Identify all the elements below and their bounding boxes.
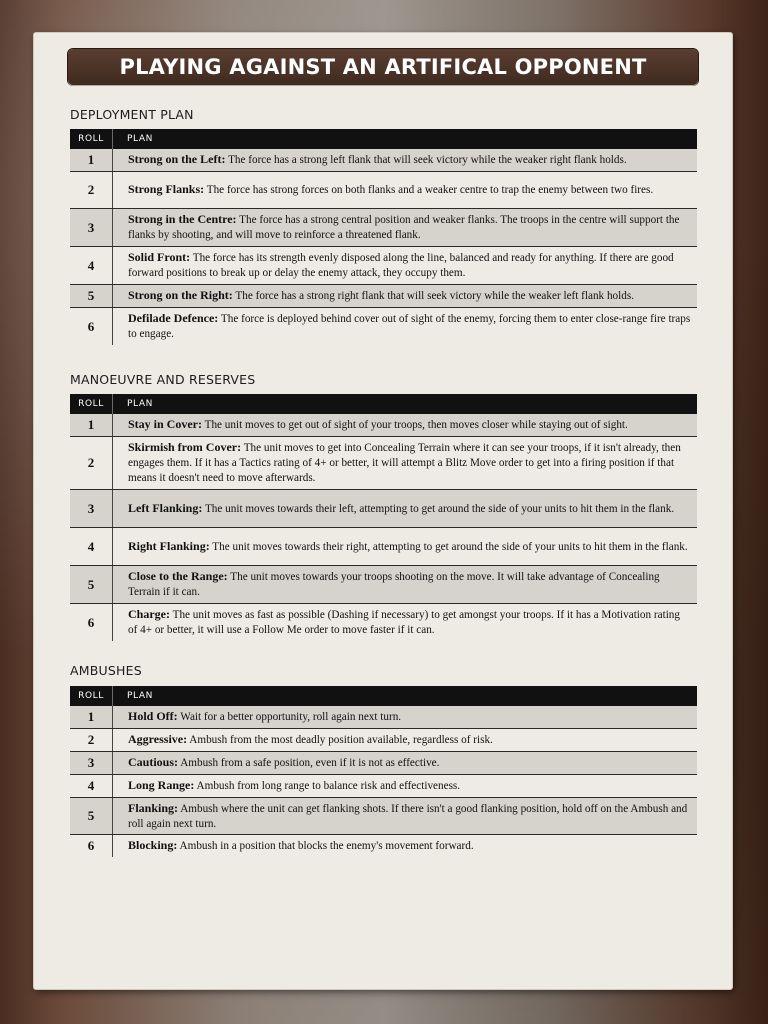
table-row — [70, 414, 697, 437]
roll-value: 4 — [70, 247, 113, 284]
table-row — [70, 247, 697, 285]
column-roll-header: ROLL — [70, 686, 113, 706]
plan-description: The unit moves as fast as possible (Dashing if necessary) to get amongst your troops. If it has a Motivation rating of 4+ or better, it will use a Follow Me order to move faster if it can. — [128, 609, 680, 636]
section-heading-ambushes: AMBUSHES — [70, 663, 142, 678]
plan-description: Ambush in a position that blocks the enemy's movement forward. — [179, 840, 474, 852]
table-row — [70, 437, 697, 490]
roll-value: 6 — [70, 835, 113, 857]
plan-name: Solid Front: — [128, 250, 191, 264]
plan-name: Aggressive: — [128, 732, 188, 746]
plan-name: Stay in Cover: — [128, 417, 202, 431]
roll-value: 2 — [70, 729, 113, 751]
column-plan-header: PLAN — [127, 399, 153, 409]
title-banner — [68, 49, 698, 85]
plan-description: Ambush from the most deadly position available, regardless of risk. — [189, 734, 493, 746]
plan-name: Strong Flanks: — [128, 182, 205, 196]
table-row — [70, 308, 697, 345]
roll-value: 5 — [70, 566, 113, 603]
roll-value: 1 — [70, 414, 113, 436]
deployment-table — [70, 129, 697, 345]
column-roll-header: ROLL — [70, 394, 113, 414]
plan-description: The force has its strength evenly disposed along the line, balanced and ready for anything. If there are good forward positions to break up or delay the enemy attack, they occupy them. — [128, 252, 674, 279]
roll-value: 3 — [70, 490, 113, 527]
table-header — [70, 129, 697, 149]
page-title: PLAYING AGAINST AN ARTIFICAL OPPONENT — [119, 55, 647, 79]
column-roll-header: ROLL — [70, 129, 113, 149]
roll-value: 3 — [70, 752, 113, 774]
plan-name: Cautious: — [128, 755, 179, 769]
roll-value: 4 — [70, 528, 113, 565]
column-plan-header: PLAN — [127, 691, 153, 701]
plan-name: Left Flanking: — [128, 500, 203, 515]
table-row — [70, 706, 697, 729]
table-row — [70, 729, 697, 752]
roll-value: 1 — [70, 706, 113, 728]
table-row — [70, 490, 697, 528]
roll-value: 2 — [70, 437, 113, 489]
plan-name: Close to the Range: — [128, 569, 228, 583]
plan-name: Strong on the Right: — [128, 288, 233, 302]
table-row — [70, 285, 697, 308]
ambushes-table — [70, 686, 697, 857]
roll-value: 1 — [70, 149, 113, 171]
table-row — [70, 604, 697, 641]
roll-value: 6 — [70, 604, 113, 641]
table-row — [70, 528, 697, 566]
plan-description: The force has a strong central position and weaker flanks. The troops in the centre will support the flanks by shooting, and will move to reinforce a threatened flank. — [128, 214, 680, 241]
table-header — [70, 394, 697, 414]
plan-description: The unit moves towards your troops shooting on the move. It will take advantage of Concealing Terrain if it can. — [128, 571, 660, 598]
plan-description: The force has a strong left flank that will seek victory while the weaker right flank holds. — [228, 154, 627, 166]
plan-name: Right Flanking: — [128, 538, 210, 553]
rules-page — [34, 33, 732, 989]
section-heading-manoeuvre: MANOEUVRE AND RESERVES — [70, 372, 256, 387]
roll-value: 5 — [70, 285, 113, 307]
table-row — [70, 775, 697, 798]
plan-description: Ambush where the unit can get flanking shots. If there isn't a good flanking position, hold off on the Ambush and roll again next turn. — [128, 802, 688, 830]
plan-description: The force has strong forces on both flanks and a weaker centre to trap the enemy between two fires. — [206, 184, 654, 196]
plan-name: Strong on the Left: — [128, 152, 226, 166]
table-row — [70, 149, 697, 172]
plan-description: Wait for a better opportunity, roll again next turn. — [180, 711, 402, 723]
table-row — [70, 172, 697, 209]
plan-description: The unit moves towards their right, attempting to get around the side of your units to hit them in the flank. — [212, 540, 688, 553]
plan-name: Flanking: — [128, 800, 179, 815]
plan-name: Long Range: — [128, 778, 195, 792]
plan-description: Ambush from a safe position, even if it is not as effective. — [180, 757, 440, 769]
table-header — [70, 686, 697, 706]
plan-description: The force is deployed behind cover out of sight of the enemy, forcing them to enter close-range fire traps to engage. — [128, 313, 691, 340]
section-heading-deployment: DEPLOYMENT PLAN — [70, 107, 194, 122]
plan-name: Defilade Defence: — [128, 311, 219, 325]
plan-name: Hold Off: — [128, 709, 178, 723]
table-row — [70, 209, 697, 247]
plan-description: The unit moves to get out of sight of your troops, then moves closer while staying out of sight. — [204, 419, 628, 431]
table-row — [70, 835, 697, 857]
column-plan-header: PLAN — [127, 134, 153, 144]
roll-value: 5 — [70, 798, 113, 834]
plan-description: The unit moves to get into Concealing Terrain where it can see your troops, if it isn't already, then engages them. If it has a Tactics rating of 4+ or better, it will attempt a Blitz Move order to get into a firing position if that means it doesn't need to move afterwards. — [128, 442, 681, 484]
plan-name: Charge: — [128, 607, 170, 621]
manoeuvre-table — [70, 394, 697, 641]
table-row — [70, 798, 697, 835]
roll-value: 4 — [70, 775, 113, 797]
plan-name: Blocking: — [128, 838, 178, 852]
plan-name: Skirmish from Cover: — [128, 440, 242, 454]
roll-value: 6 — [70, 308, 113, 345]
roll-value: 3 — [70, 209, 113, 246]
plan-description: Ambush from long range to balance risk and effectiveness. — [196, 780, 461, 792]
table-row — [70, 566, 697, 604]
plan-description: The force has a strong right flank that will seek victory while the weaker left flank holds. — [235, 290, 634, 302]
roll-value: 2 — [70, 172, 113, 208]
table-row — [70, 752, 697, 775]
plan-description: The unit moves towards their left, attempting to get around the side of your units to hit them in the flank. — [204, 502, 675, 515]
plan-name: Strong in the Centre: — [128, 212, 237, 226]
